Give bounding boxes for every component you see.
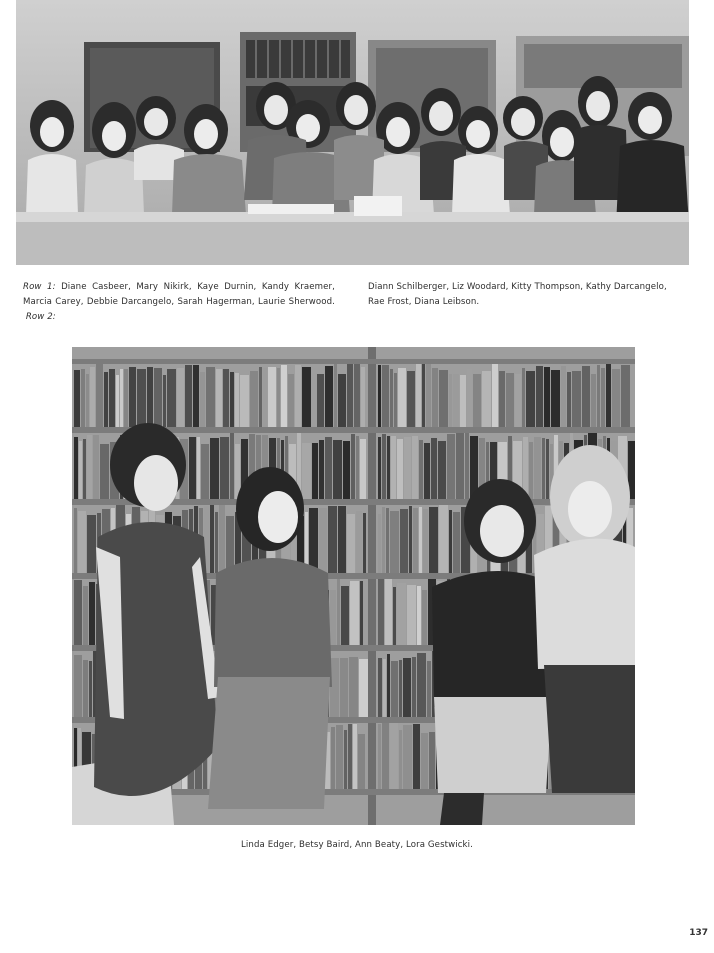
- caption-row-2-label: Row 2:: [25, 312, 56, 322]
- page-number: 137: [689, 928, 708, 938]
- caption-row-2-names: Diann Schilberger, Liz Woodard, Kitty Thompson, Kathy Darcangelo, Rae Frost, Diana Leibson.: [368, 282, 667, 307]
- group-photo-top: [16, 0, 689, 265]
- caption-row-1-label: Row 1:: [23, 282, 56, 292]
- caption-row-1-names: Diane Casbeer, Mary Nikirk, Kaye Durnin, Kandy Kraemer, Marcia Carey, Debbie Darcangelo, Sarah Hagerman, Laurie Sherwood.: [23, 282, 336, 307]
- caption-bottom-names: Linda Edger, Betsy Baird, Ann Beaty, Lora Gestwicki.: [241, 840, 473, 850]
- caption-row-1: [23, 280, 335, 325]
- group-photo-top-image: [16, 0, 689, 265]
- group-photo-bottom: [72, 347, 635, 825]
- group-photo-bottom-image: [72, 347, 635, 825]
